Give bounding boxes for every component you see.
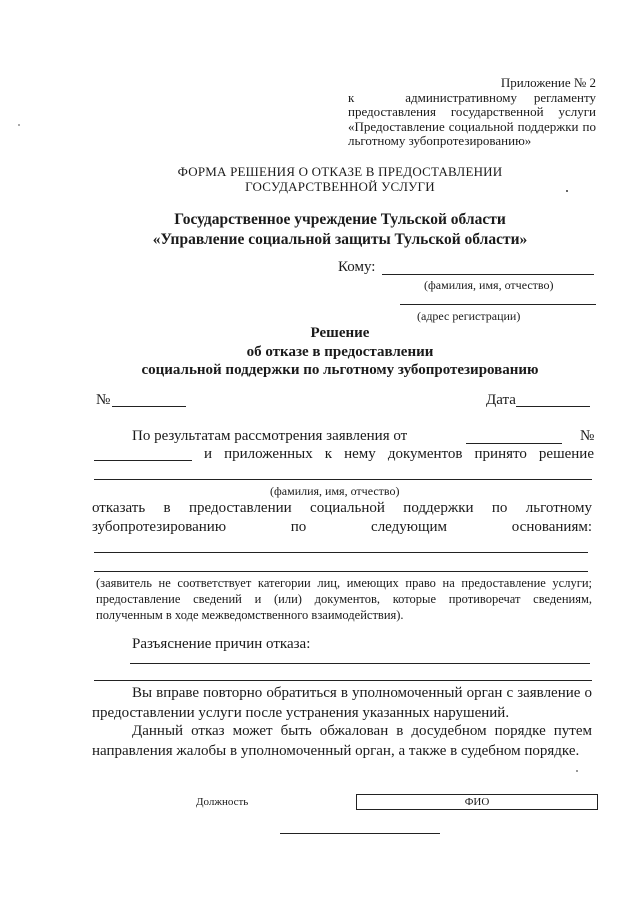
decision-title: Решение об отказе в предоставлении социальной поддержки по льготному зубопротезированию [141, 325, 539, 378]
recipient-name-line[interactable] [382, 274, 594, 275]
application-number-label: № [580, 428, 595, 444]
reasons-label: Разъяснение причин отказа: [132, 636, 311, 652]
reapply-paragraph: Вы вправе повторно обратиться в уполномоченный орган с заявление о предоставлении услуги после устранения указанных нарушений. [92, 685, 592, 721]
decision-number-line[interactable] [112, 406, 186, 407]
appendix-line-3: «Предоставление социальной поддержки по [348, 118, 596, 134]
applicant-name-line[interactable] [94, 479, 592, 480]
appendix-number: Приложение № 2 [500, 75, 596, 90]
scan-speck [18, 124, 20, 126]
signature-line[interactable] [280, 833, 440, 834]
form-title: ФОРМА РЕШЕНИЯ О ОТКАЗЕ В ПРЕДОСТАВЛЕНИИ ГОСУДАРСТВЕННОЙ УСЛУГИ [177, 164, 503, 194]
recipient-label: Кому: [338, 259, 376, 275]
appendix-line-4: льготному зубопротезированию» [348, 133, 532, 148]
appeal-paragraph: Данный отказ может быть обжалован в досудебном порядке путем направления жалобы в уполномоченный орган, а также в судебном порядке. [92, 723, 592, 759]
refusal-line-2: зубопротезированию по следующим основаниям: [92, 519, 592, 535]
fio-box[interactable]: ФИО [356, 794, 598, 810]
appendix-header [348, 76, 596, 149]
scan-speck [566, 190, 568, 192]
application-number-line[interactable] [94, 460, 192, 461]
application-text: По результатам рассмотрения заявления от [132, 428, 408, 444]
organization-name: Государственное учреждение Тульской области «Управление социальной защиты Тульской области» [152, 211, 528, 248]
recipient-address-line[interactable] [400, 304, 596, 305]
decision-number-label: № [96, 392, 111, 408]
decision-date-label: Дата [486, 392, 516, 408]
reasons-line-1[interactable] [130, 663, 590, 664]
appendix-line-1: к административному регламенту [348, 89, 597, 105]
grounds-line-2[interactable] [94, 571, 588, 572]
grounds-line-1[interactable] [94, 552, 588, 553]
scan-speck [576, 770, 578, 772]
applicant-name-hint: (фамилия, имя, отчество) [270, 484, 400, 498]
recipient-address-hint: (адрес регистрации) [417, 309, 521, 323]
reasons-line-2[interactable] [94, 680, 592, 681]
decision-date-line[interactable] [516, 406, 590, 407]
recipient-name-hint: (фамилия, имя, отчество) [424, 278, 554, 292]
application-continuation: и приложенных к нему документов принято решение [204, 446, 594, 462]
grounds-note: (заявитель не соответствует категории лиц, имеющих право на предоставление услуги; предоставление сведений и (или) документов, которые противоречат сведениям, полученным в ходе межведомственного взаимодействия). [96, 576, 592, 622]
position-label: Должность [196, 796, 249, 808]
appendix-line-2: предоставления государственной услуги [348, 104, 596, 119]
refusal-line-1: отказать в предоставлении социальной поддержки по льготному [92, 500, 592, 516]
application-date-line[interactable] [466, 443, 562, 444]
